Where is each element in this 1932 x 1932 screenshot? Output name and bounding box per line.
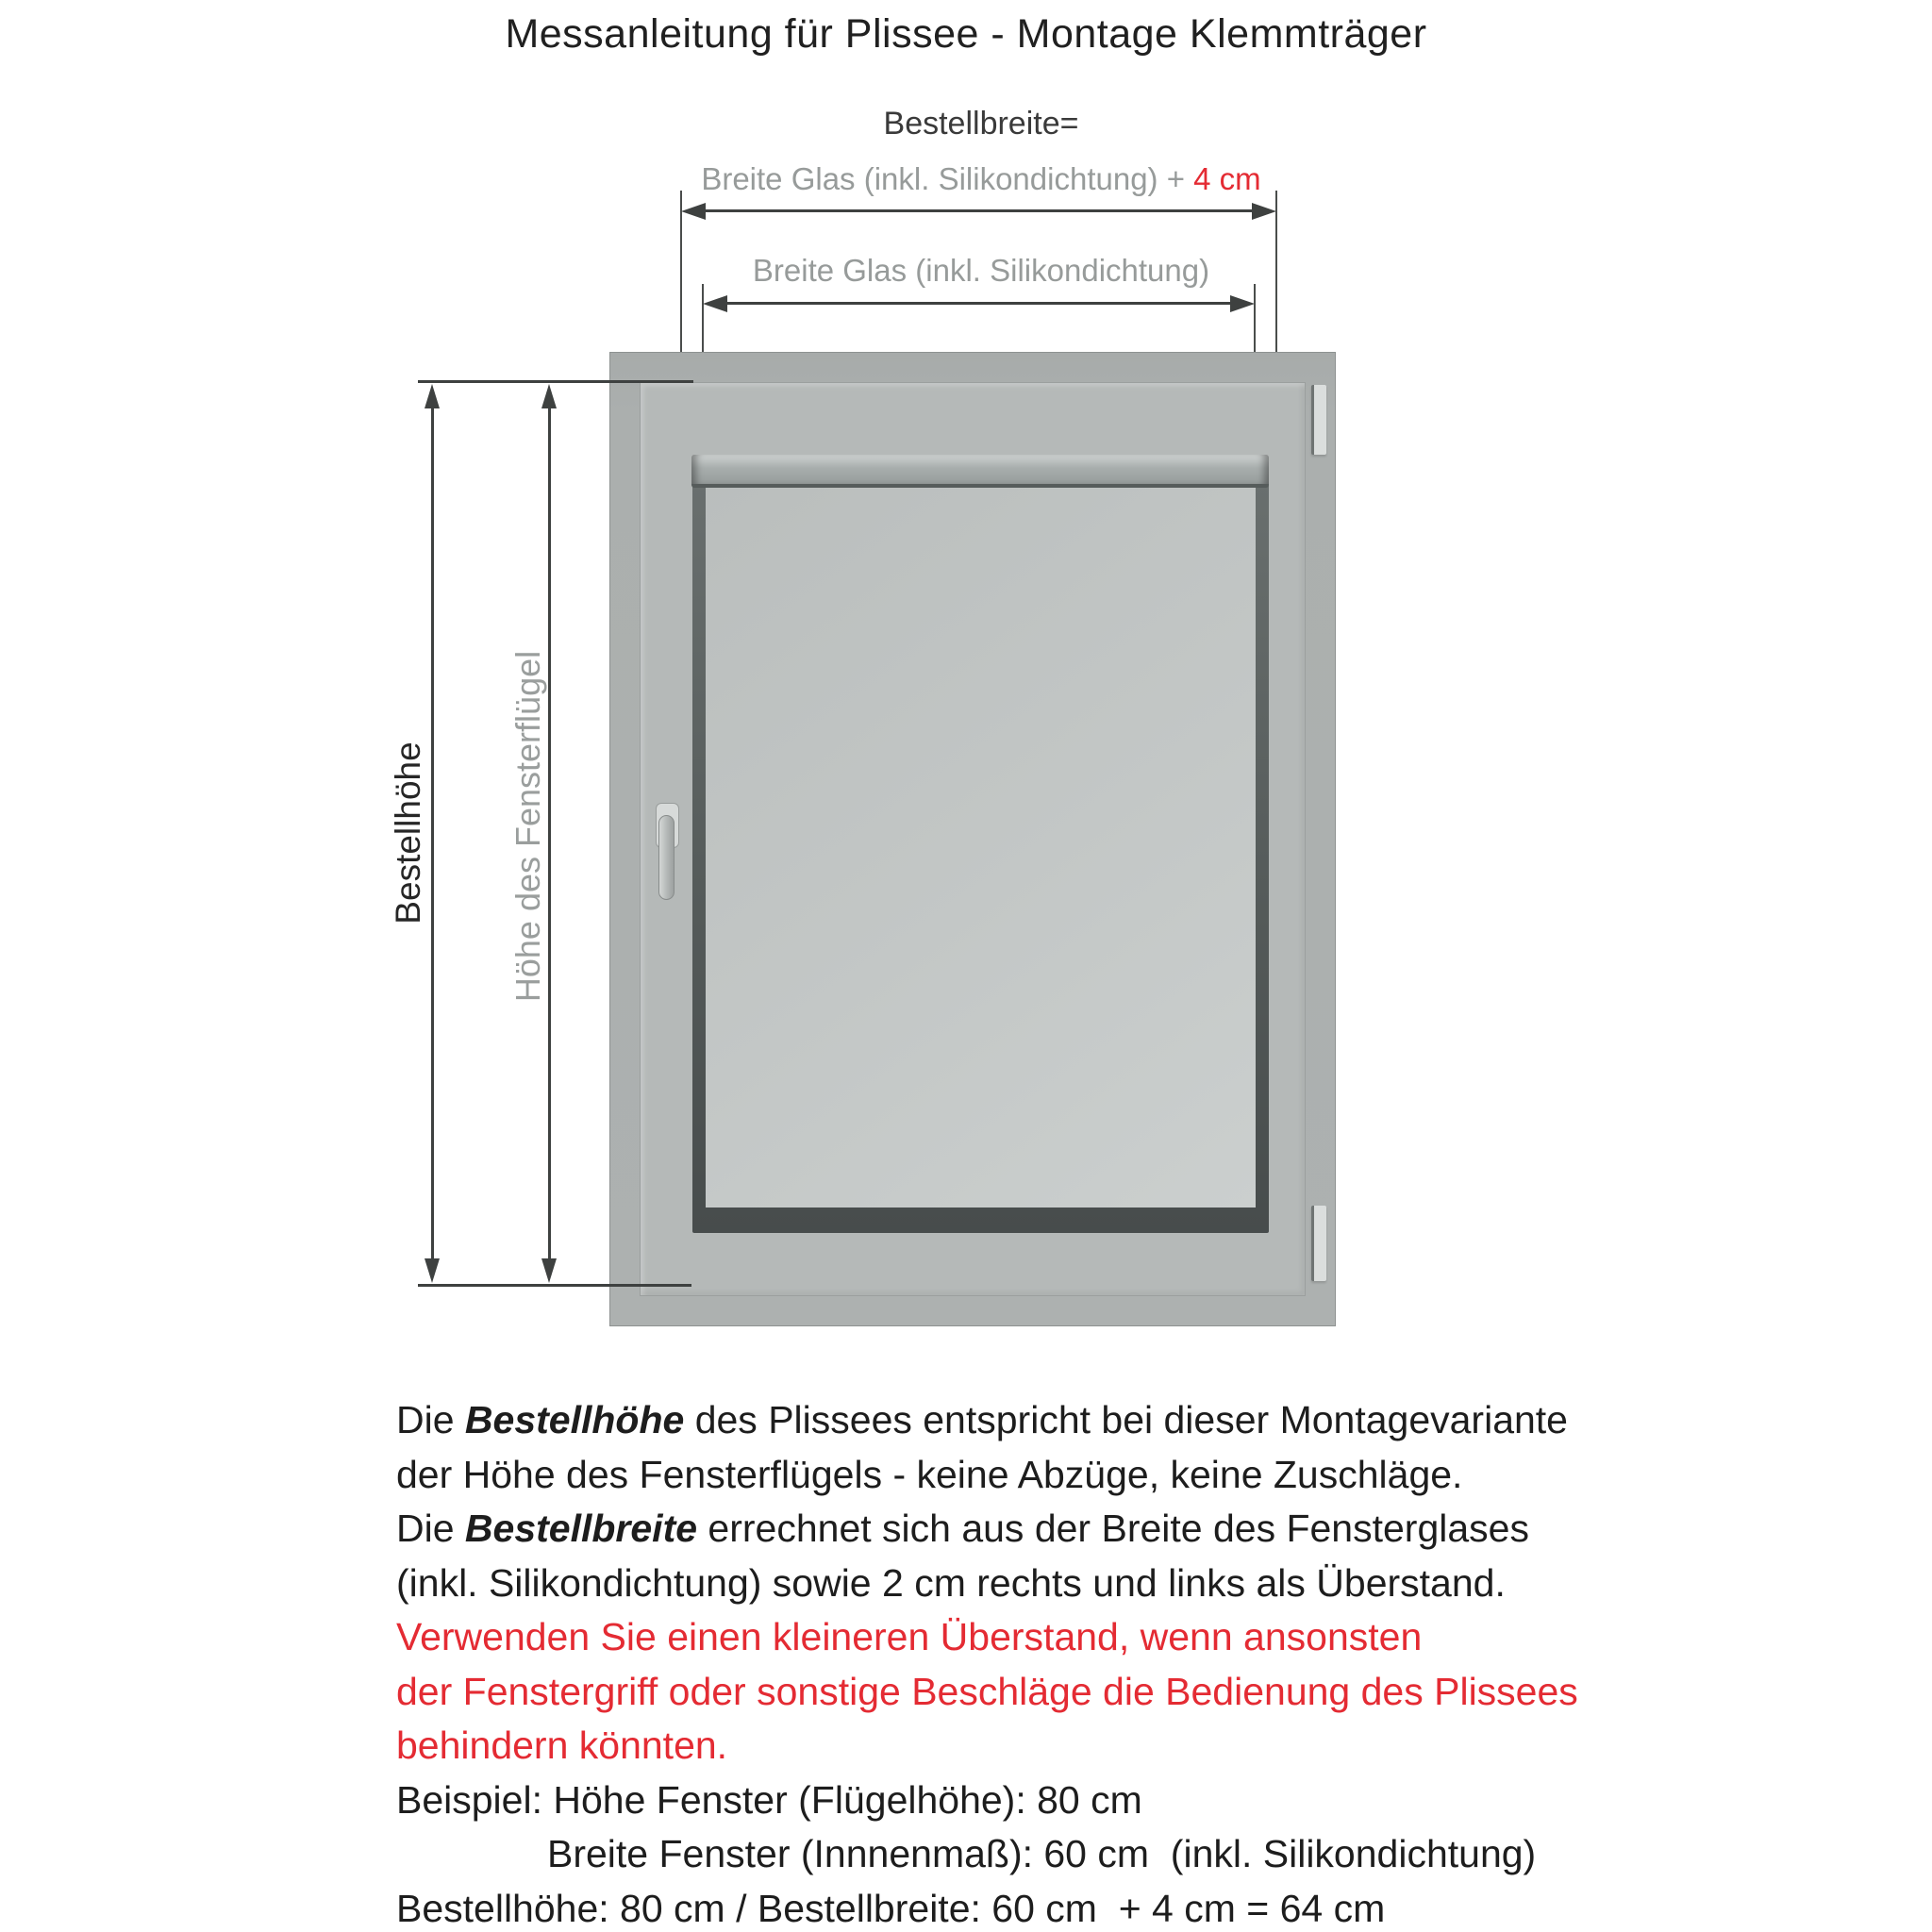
order-height-term: Bestellhöhe: [464, 1398, 685, 1441]
order-width-arrowhead-left: [681, 203, 706, 220]
intro-line-4: (inkl. Silikondichtung) sowie 2 cm rechts und links als Überstand.: [396, 1560, 1506, 1605]
order-width-heading: Bestellbreite=: [883, 106, 1079, 142]
order-width-arrowhead-right: [1252, 203, 1276, 220]
pleated-blind-rail: [691, 455, 1269, 488]
glass-width-plus-overhang-text: Breite Glas (inkl. Silikondichtung) +: [701, 161, 1194, 196]
glass-width-label: Breite Glas (inkl. Silikondichtung): [752, 253, 1210, 288]
order-width-dimension-line: [692, 209, 1265, 212]
order-width-term: Bestellbreite: [464, 1507, 698, 1550]
explanation-text: [396, 1393, 1811, 1932]
intro-line-1-post: des Plissees entspricht bei dieser Montagevariante: [684, 1398, 1568, 1441]
glass-width-arrowhead-left: [703, 295, 727, 312]
sash-height-label: Höhe des Fensterflügel: [508, 650, 547, 1003]
height-tick-bottom: [418, 1284, 691, 1287]
glass-width-arrowhead-right: [1230, 295, 1255, 312]
window-hinge-bottom: [1311, 1206, 1326, 1281]
sash-height-arrowhead-bottom: [541, 1258, 557, 1283]
warning-line-1: Verwenden Sie einen kleineren Überstand, wenn ansonsten: [396, 1615, 1423, 1658]
sash-height-arrowhead-top: [541, 384, 557, 408]
intro-line-1: [396, 1393, 1811, 1448]
intro-line-2: der Höhe des Fensterflügels - keine Abzüge, keine Zuschläge.: [396, 1452, 1463, 1496]
glass-pane: [706, 481, 1256, 1208]
order-height-label: Bestellhöhe: [389, 741, 427, 924]
window-hinge-top: [1311, 385, 1326, 455]
example-line-3: Bestellhöhe: 80 cm / Bestellbreite: 60 cm + 4 cm = 64 cm: [396, 1886, 1386, 1930]
intro-line-3-post: errechnet sich aus der Breite des Fensterglases: [697, 1507, 1529, 1550]
glass-width-plus-overhang-label: [604, 161, 1358, 197]
height-tick-top: [418, 380, 693, 383]
order-height-arrowhead-bottom: [425, 1258, 440, 1283]
warning-line-2: der Fenstergriff oder sonstige Beschläge die Bedienung des Plissees: [396, 1669, 1578, 1713]
example-line-2: Breite Fenster (Innnenmaß): 60 cm (inkl. Silikondichtung): [547, 1832, 1537, 1875]
intro-line-1-pre: Die: [396, 1398, 465, 1441]
example-line-1: Beispiel: Höhe Fenster (Flügelhöhe): 80 cm: [396, 1777, 1142, 1822]
intro-line-3-pre: Die: [396, 1507, 465, 1550]
window-handle-lever: [658, 815, 675, 900]
intro-line-3: [396, 1502, 1811, 1557]
page-title: Messanleitung für Plissee - Montage Klemmträger: [505, 11, 1427, 57]
warning-line-3: behindern könnten.: [396, 1724, 728, 1767]
order-height-arrowhead-top: [425, 384, 440, 408]
overhang-value: 4 cm: [1193, 161, 1261, 196]
glass-width-dimension-line: [714, 302, 1243, 305]
